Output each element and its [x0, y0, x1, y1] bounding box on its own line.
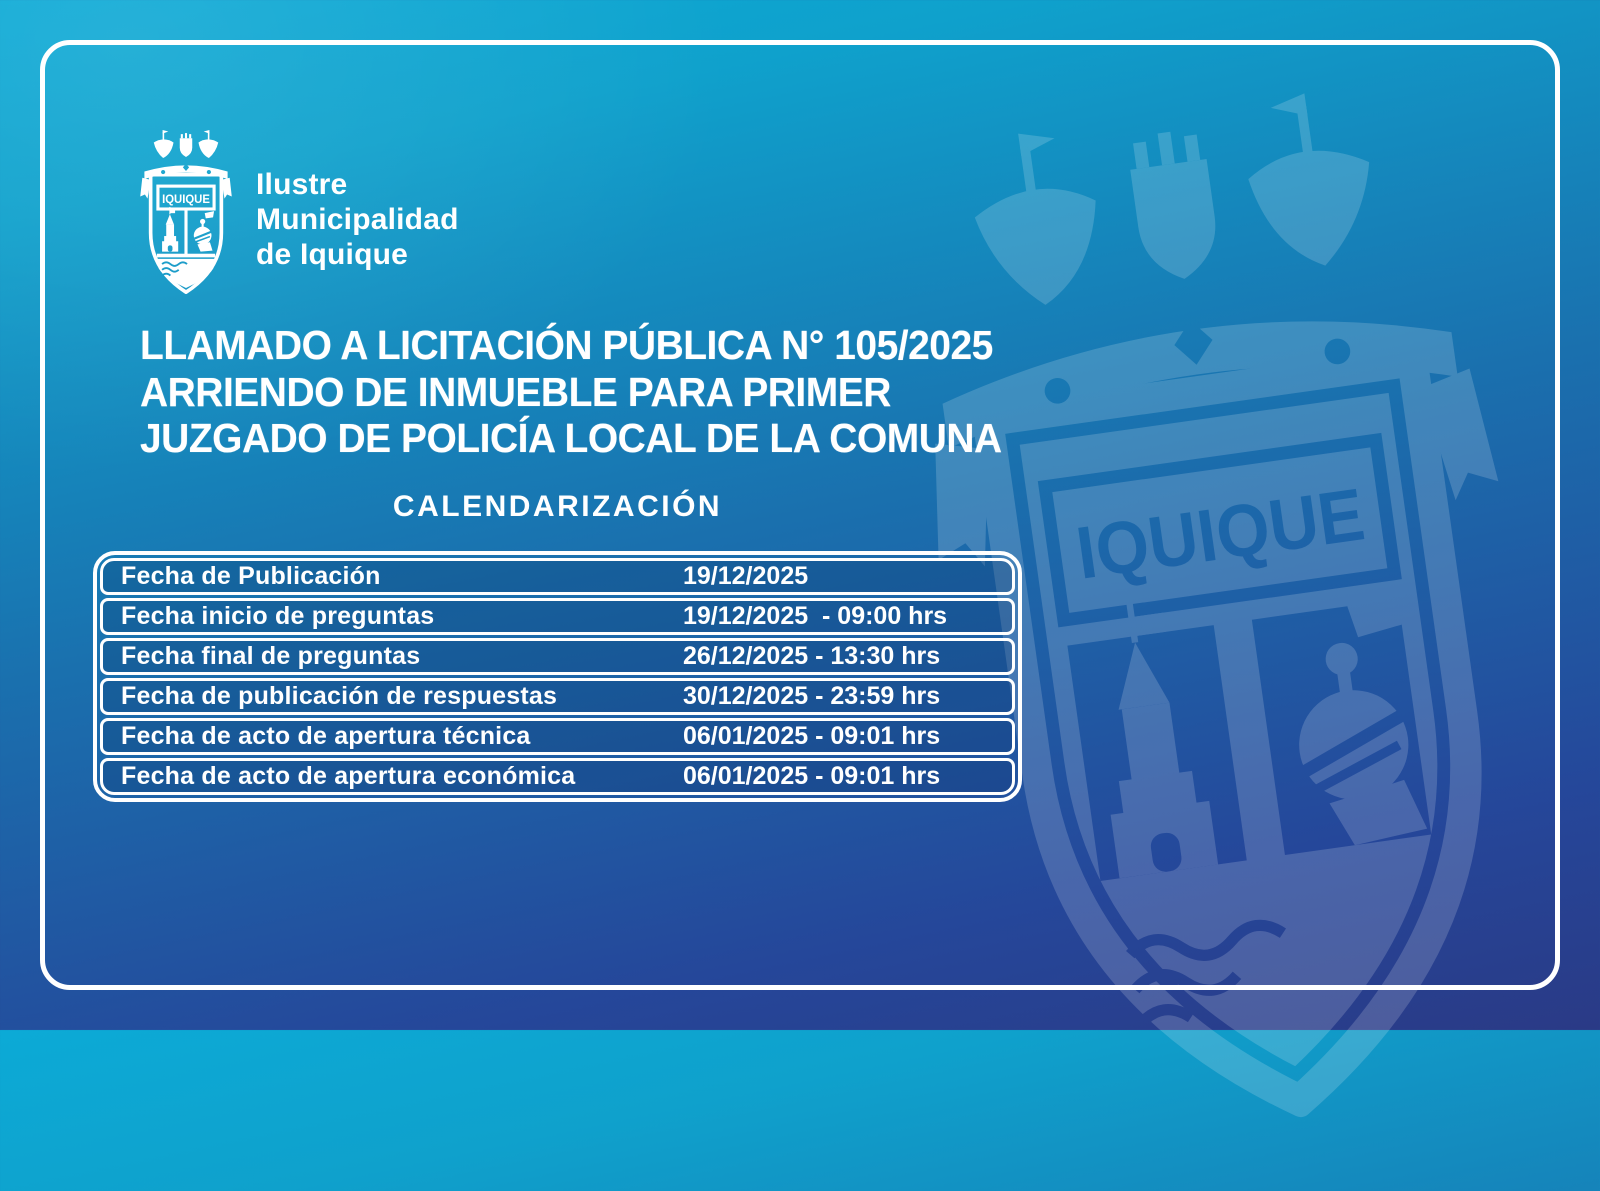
row-value: 19/12/2025 - 09:00 hrs: [683, 602, 948, 630]
row-label: Fecha de acto de apertura técnica: [121, 722, 531, 750]
municipality-crest-logo: [134, 120, 238, 298]
org-name-line: de Iquique: [256, 237, 408, 271]
table-row: [100, 718, 1015, 755]
row-value: 06/01/2025 - 09:01 hrs: [683, 762, 941, 790]
schedule-table: [93, 551, 1022, 802]
title-line: JUZGADO DE POLICÍA LOCAL DE LA COMUNA: [140, 415, 1002, 462]
table-row: [100, 678, 1015, 715]
row-label: Fecha inicio de preguntas: [121, 602, 435, 630]
brand-block: [134, 120, 459, 298]
row-value: 26/12/2025 - 13:30 hrs: [683, 642, 941, 670]
row-value: 19/12/2025: [683, 562, 809, 590]
org-name: [256, 168, 459, 272]
calendar-heading: CALENDARIZACIÓN: [392, 490, 723, 523]
row-label: Fecha de publicación de respuestas: [121, 682, 558, 710]
table-row: [100, 638, 1015, 675]
table-row: [100, 558, 1015, 595]
row-label: Fecha de acto de apertura económica: [121, 762, 576, 790]
schedule-rows: [100, 558, 1015, 795]
org-name-line: Ilustre: [256, 168, 348, 201]
row-value: 06/01/2025 - 09:01 hrs: [683, 722, 941, 750]
title-line: ARRIENDO DE INMUEBLE PARA PRIMER: [140, 368, 891, 415]
title-line: LLAMADO A LICITACIÓN PÚBLICA N° 105/2025: [140, 322, 993, 368]
org-name-line: Municipalidad: [256, 202, 459, 236]
row-label: Fecha de Publicación: [121, 562, 381, 590]
table-row: [100, 758, 1015, 795]
row-label: Fecha final de preguntas: [121, 642, 421, 670]
announcement-title: [140, 322, 1002, 462]
table-row: [100, 598, 1015, 635]
row-value: 30/12/2025 - 23:59 hrs: [683, 682, 941, 710]
